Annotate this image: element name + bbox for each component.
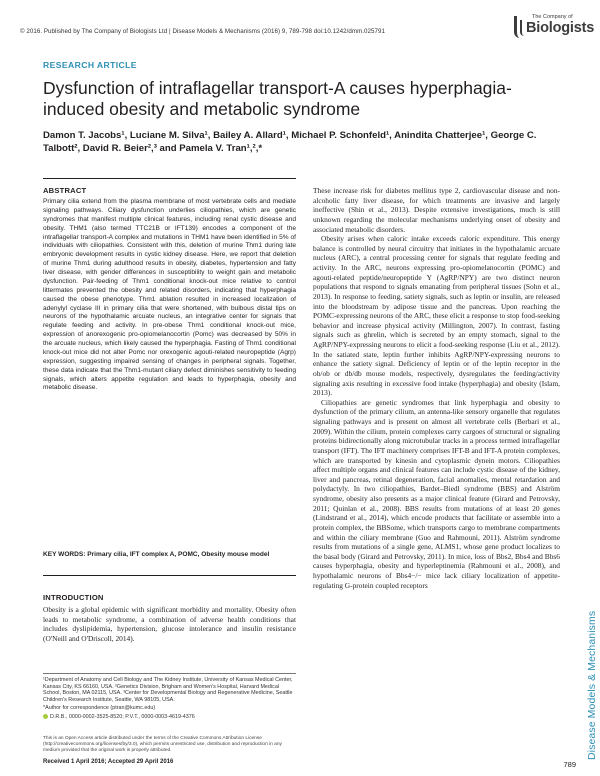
keywords-text: Primary cilia, IFT complex A, POMC, Obesity mouse model — [87, 551, 270, 558]
affiliation-text: ¹Department of Anatomy and Cell Biology and The Kidney Institute, University of Kansas Medical Center, Kansas City, KS 66160, USA. ²Genetics Division, Brigham and Women's Hospital, Harvard Medical School, Boston, MA 02115, USA. ³Center for Developmental Biology and Regenerative Medicine, Seattle Children's Research Institute, Seattle, WA 98105, USA. — [43, 677, 293, 703]
abstract-section — [43, 186, 296, 393]
footnote-rule — [43, 673, 296, 674]
article-title: Dysfunction of intraflagellar transport-A causes hyperphagia-induced obesity and metabolic syndrome — [43, 78, 512, 119]
correspondence: *Author for correspondence (ptran@kumc.edu) — [43, 705, 156, 712]
journal-sidebar — [584, 560, 600, 760]
introduction-section — [43, 593, 296, 643]
abstract-heading: ABSTRACT — [43, 186, 87, 195]
affiliations — [43, 677, 296, 723]
orcid-ids: D.R.B., 0000-0002-3525-8520; P.V.T., 0000-0003-4619-4376 — [50, 713, 195, 720]
keywords-label: KEY WORDS: — [43, 551, 86, 558]
open-access-statement: This is an Open Access article distributed under the terms of the Creative Commons Attribution License (http://creativecommons.org/licenses/by/3.0), which permits unrestricted use, distribution and reproduction in any medium provided that the original work is properly attributed. — [43, 736, 282, 753]
body-paragraph-3: Ciliopathies are genetic syndromes that link hyperphagia and obesity to dysfunction of the primary cilium, an antenna-like sensory organelle that regulates signaling pathways and is present on almost all vertebrate cells (Berbari et al., 2009). Within the cilium, protein complexes carry cargoes of structural or signaling proteins bidirectionally along microtubular tracks in a process termed intraflagellar transport (IFT). The IFT machinery comprises IFT-B and IFT-A protein complexes, which are transported by kinesin and cytoplasmic dynein motors. Ciliopathies affect multiple organs and clinical features can include cystic disease of the kidney, liver and pancreas, retinal degeneration, facial anomalies, mental retardation and polydactyly. In two ciliopathies, Bardet–Biedl syndrome (BBS) and Alström syndrome, obesity also presents as a major clinical feature (Girard and Petrovsky, 2011; Quinlan et al., 2008). BBS results from mutations of at least 20 genes (Lindstrand et al., 2014), which encode products that facilitate or assemble into a protein complex, the BBSome, which transports cargo to membrane compartments and within the ciliary membrane (Guo and Rahmouni, 2011). Alström syndrome results from mutations of a single gene, ALMS1, whose gene product localizes to the basal body (Girard and Petrovsky, 2011). In mice, loss of Bbs2, Bbs4 and Bbs6 causes hyperphagia, obesity and hyperleptinemia (Rahmouni et al., 2008), and hypothalamic neurons of Bbs4−/− mice lack ciliary localization of appetite-regulating G-protein coupled receptors — [313, 397, 560, 590]
publisher-logo — [504, 12, 595, 42]
keywords-rule — [43, 575, 296, 576]
page-number: 789 — [563, 760, 576, 769]
logo-text-top: The Company of — [532, 14, 573, 20]
journal-citation: © 2016. Published by The Company of Biologists Ltd | Disease Models & Mechanisms (2016) 9, 789-798 doi:10.1242/dmm.025791 — [20, 28, 385, 35]
introduction-heading: INTRODUCTION — [43, 593, 104, 602]
abstract-top-rule — [43, 178, 296, 179]
abstract-text: Primary cilia extend from the plasma membrane of most vertebrate cells and mediate signaling pathways. Ciliary dysfunction underlies ciliopathies, which are genetic syndromes that manifest multiple clinical features, including renal cystic disease and obesity. THM1 (also termed TTC21B or IFT139) encodes a component of the intraflagellar transport-A complex and mutations in THM1 have been identified in 5% of individuals with ciliopathies. Consistent with this, deletion of murine Thm1 during late embryonic development results in cystic kidney disease. Here, we report that deletion of murine Thm1 during adulthood results in obesity, diabetes, hypertension and fatty liver disease, with gender differences in susceptibility to weight gain and metabolic dysfunction. Pair-feeding of Thm1 conditional knock-out mice relative to control littermates prevented the obesity and related disorders, indicating that hyperphagia caused the obese phenotype. Thm1 ablation resulted in increased localization of adenylyl cyclase III in primary cilia that were shortened, with bulbous distal tips on neurons of the hypothalamic arcuate nucleus, an integrative center for signals that regulate feeding and activity. In pre-obese Thm1 conditional knock-out mice, expression of anorexogenic pro-opiomelanocortin (Pomc) was decreased by 50% in the arcuate nucleus, which likely caused the hyperphagia. Fasting of Thm1 conditional knock-out mice did not alter Pomc nor orexogenic agouti-related neuropeptide (Agrp) expression, suggesting impaired sensing of changes in peripheral signals. Together, these data indicate that the Thm1-mutant ciliary defect diminishes sensitivity to feeding signals, which alters appetite regulation and leads to hyperphagia, obesity and metabolic disease. — [43, 198, 296, 392]
orcid-icon — [43, 714, 48, 719]
introduction-text: Obesity is a global epidemic with significant morbidity and mortality. Obesity often leads to metabolic syndrome, a combination of adverse health conditions that includes dyslipidemia, hypertension, glucose intolerance and insulin resistance (O'Neill and O'Driscoll, 2014). — [43, 605, 296, 643]
author-list: Damon T. Jacobs¹, Luciane M. Silva¹, Bailey A. Allard¹, Michael P. Schonfeld¹, Anindita Chatterjee¹, George C. Talbott², David R. Beier²,³ and Pamela V. Tran¹,²,* — [43, 130, 537, 154]
orcid-line — [43, 714, 296, 721]
article-type: RESEARCH ARTICLE — [43, 60, 137, 70]
received-dates: Received 1 April 2016; Accepted 29 April 2016 — [43, 759, 174, 765]
logo-text-main: Biologists — [526, 20, 595, 36]
keywords — [43, 551, 296, 560]
right-column-body — [313, 186, 560, 590]
body-paragraph-2: Obesity arises when caloric intake exceeds caloric expenditure. This energy balance is controlled by neural circuitry that initiates in the hypothalamic arcuate nucleus (ARC), a central processing center for signals that regulate feeding and activity. In the ARC, neurons expressing pro-opiomelanocortin (POMC) and agouti-related peptide/neuropeptide Y (AgRP/NPY) are two distinct neuron populations that respond to signals emanating from peripheral tissues (Sohn et al., 2013). In response to feeding, satiety signals, such as leptin or insulin, are released into the bloodstream by adipose tissue and the pancreas. Upon reaching the POMC-expressing neurons of the ARC, these elicit a response to stop food-seeking behavior and increase physical activity (Millington, 2007). In contrast, fasting signals such as ghrelin, which is secreted by an empty stomach, signal to the AgRP/NPY-expressing neurons to elicit a food-seeking response (Liu et al., 2012). In the satiated state, leptin further inhibits AgRP/NPY-expressing neurons to enhance the satiety signal. Deficiency of leptin or of the leptin receptor in the ob/ob or db/db mouse models, respectively, dysregulates the feeding/activity signaling axis resulting in excessive food intake (hyperphagia) and obesity (Islam, 2013). — [313, 234, 560, 398]
body-paragraph-1: These increase risk for diabetes mellitus type 2, cardiovascular disease and non-alcoholic fatty liver disease, for which treatments are invasive and largely ineffective (Shin et al., 2013). Despite extensive investigations, much is still unknown regarding the molecular mechanisms underlying onset of obesity and associated metabolic disorders. — [313, 186, 560, 234]
sidebar-journal-name: Disease Models & Mechanisms — [586, 610, 598, 760]
